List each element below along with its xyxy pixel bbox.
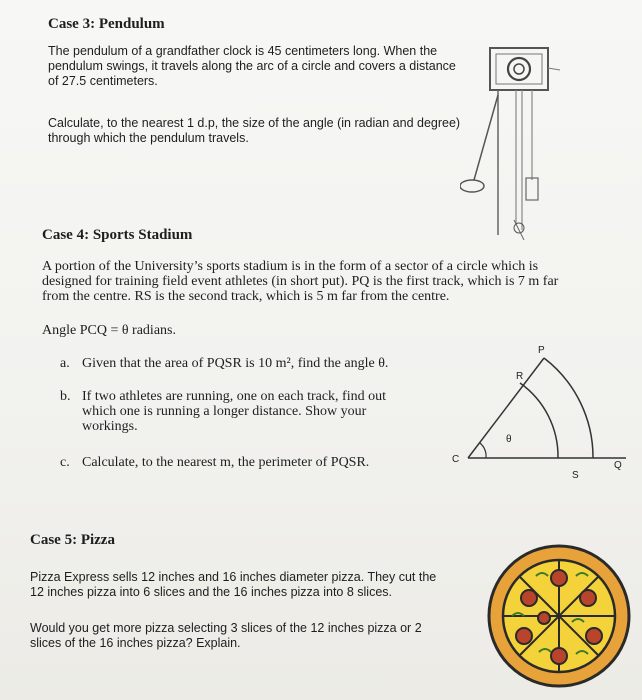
case4-para: A portion of the University’s sports stadium is in the form of a sector of a circle which is designed for training field event athletes (in short put). PQ is the first track, which is 7 m far from the centre. RS is the second track, which is 5 m far from the centre. — [42, 259, 559, 304]
case4-angle-line: Angle PCQ = θ radians. — [42, 323, 176, 338]
case5-title: Case 5: Pizza — [30, 532, 115, 548]
case5-para1: Pizza Express sells 12 inches and 16 inches diameter pizza. They cut the 12 inches pizza into 6 slices and the 16 inches pizza into 8 slices. — [30, 570, 437, 599]
case5-para2: Would you get more pizza selecting 3 slices of the 12 inches pizza or 2 slices of the 16 inches pizza? Explain. — [30, 621, 422, 650]
case3-title: Case 3: Pendulum — [48, 16, 165, 32]
label-Q: Q — [614, 460, 622, 471]
case4-item-a: a. Given that the area of PQSR is 10 m², find the angle θ. — [60, 356, 389, 371]
grandfather-clock-icon — [460, 40, 570, 245]
case4-item-c: c. Calculate, to the nearest m, the perimeter of PQSR. — [60, 455, 370, 470]
label-R: R — [516, 371, 524, 382]
case4-item-b: b. If two athletes are running, one on each track, find out which one is running a longer distance. Show your workings. — [60, 389, 387, 434]
label-S: S — [572, 470, 579, 480]
case3-para2: Calculate, to the nearest 1 d.p, the size of the angle (in radian and degree) through which the pendulum travels. — [48, 116, 461, 145]
pizza-icon — [484, 536, 634, 696]
sector-diagram — [440, 340, 640, 480]
case3-para1: The pendulum of a grandfather clock is 45 centimeters long. When the pendulum swings, it travels along the arc of a circle and covers a distance of 27.5 centimeters. — [48, 44, 456, 88]
label-P: P — [538, 345, 545, 356]
label-C: C — [452, 454, 460, 465]
case4-title: Case 4: Sports Stadium — [42, 227, 193, 243]
label-theta: θ — [506, 434, 512, 445]
